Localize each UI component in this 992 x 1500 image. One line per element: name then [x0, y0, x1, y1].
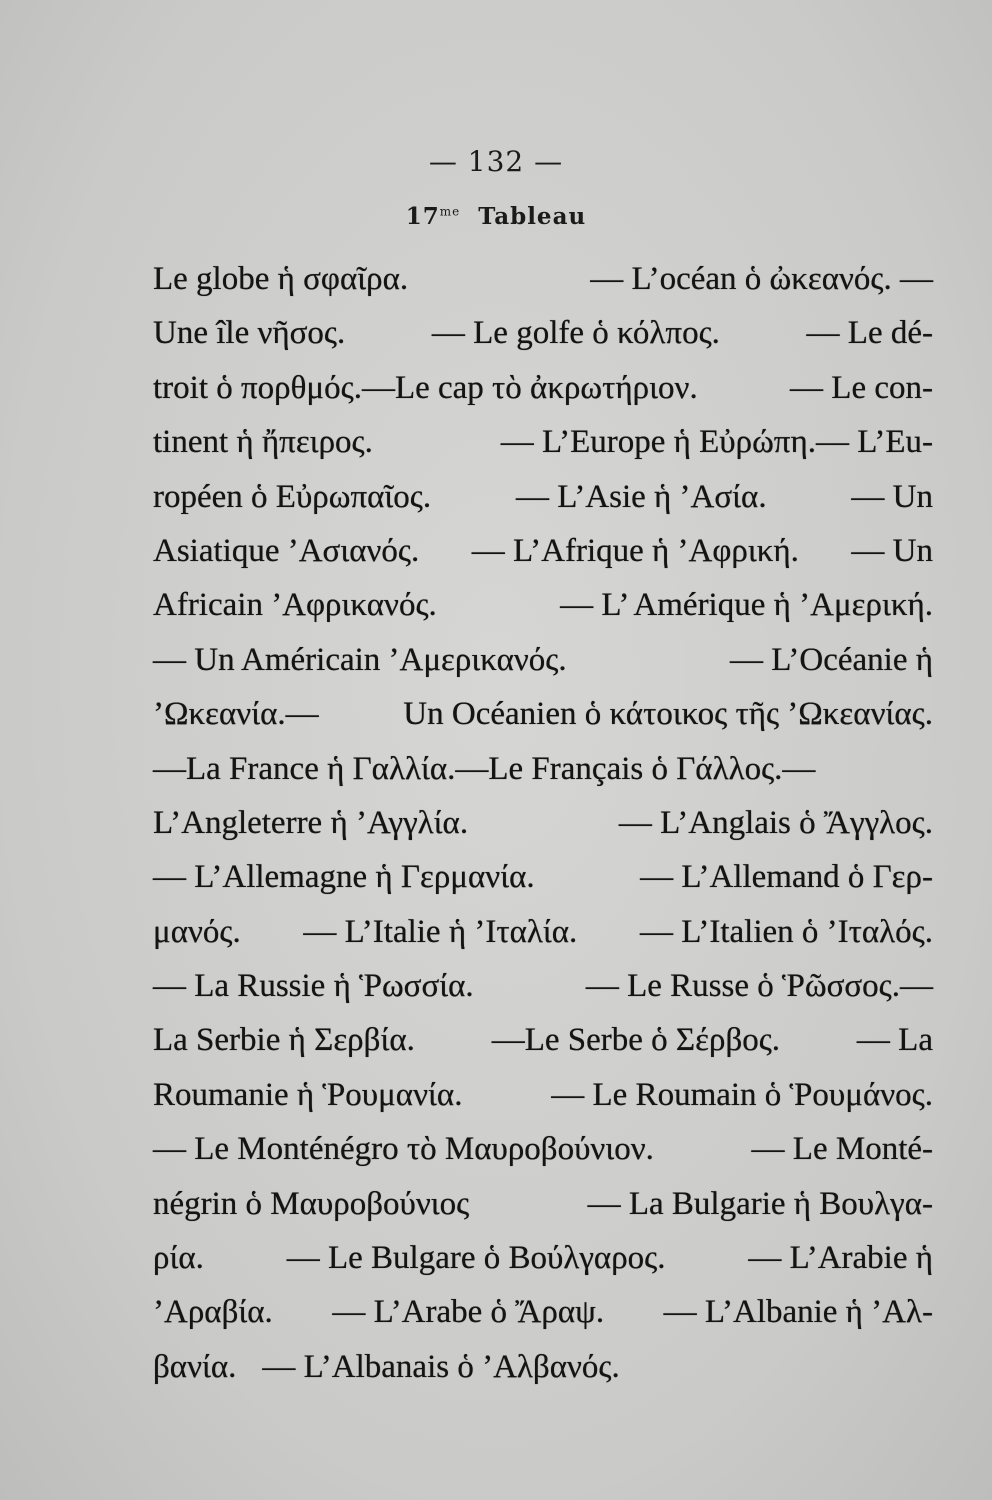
text-segment: Africain ’Αφρικανός.: [153, 587, 437, 624]
text-line: [153, 959, 933, 1013]
text-line: [153, 850, 933, 904]
text-line: [153, 1285, 933, 1339]
text-segment: βανία.: [153, 1348, 237, 1385]
text-line: [153, 415, 933, 469]
text-line: [153, 524, 933, 578]
tableau-label: Tableau: [478, 203, 587, 230]
vocabulary-text: [153, 252, 933, 1394]
text-segment: ’Ωκεανία.—: [153, 696, 319, 733]
text-segment: Asiatique ’Ασιανός.: [153, 532, 420, 569]
text-line: [153, 742, 933, 796]
text-line: [153, 687, 933, 741]
text-line: [153, 1177, 933, 1231]
tableau-title: [0, 203, 992, 230]
text-segment: — L’Arabie ἡ: [748, 1240, 933, 1277]
text-line: [153, 1013, 933, 1067]
text-segment: — L’ Amérique ἡ ’Αμερική.: [560, 587, 933, 624]
text-line: [153, 905, 933, 959]
text-segment: —Le Serbe ὁ Σέρβος.: [491, 1022, 781, 1059]
text-segment: μανός.: [153, 913, 241, 950]
text-segment: négrin ὁ Μαυροβούνιος: [153, 1185, 470, 1222]
text-segment: ropéen ὁ Εὐρωπαῖος.: [153, 478, 432, 515]
text-segment: — L’océan ὁ ὠκεανός. —: [590, 261, 933, 297]
text-segment: ρία.: [153, 1240, 204, 1277]
text-segment: — La: [856, 1022, 933, 1059]
tableau-ordinal-suffix: me: [439, 204, 461, 219]
text-line: [153, 1122, 933, 1176]
text-segment: — Le Russe ὁ Ῥῶσσος.—: [585, 968, 933, 1005]
text-line: [153, 470, 933, 524]
text-segment: — Le dé-: [806, 315, 933, 352]
text-segment: — Un: [851, 478, 933, 515]
text-line: [153, 1068, 933, 1122]
text-line: [153, 633, 933, 687]
text-line: [153, 796, 933, 850]
text-segment: troit ὁ πορθμός.—Le cap τὸ ἀκρωτήριον.: [153, 369, 698, 406]
text-segment: — L’Anglais ὁ Ἄγγλος.: [618, 804, 933, 841]
text-segment: — Le Roumain ὁ Ῥουμάνος.: [551, 1076, 933, 1113]
tableau-ordinal: 17: [405, 203, 440, 230]
text-segment: Roumanie ἡ Ῥουμανία.: [153, 1076, 463, 1113]
text-segment: — La Russie ἡ Ῥωσσία.: [153, 968, 474, 1005]
text-segment: — Le golfe ὁ κόλπος.: [431, 315, 720, 352]
text-segment: — Le Bulgare ὁ Βούλγαρος.: [286, 1240, 666, 1277]
text-segment: — L’Italie ἡ ’Ιταλία.: [303, 913, 578, 950]
text-segment: — Le con-: [790, 369, 933, 406]
text-segment: — L’Europe ἡ Εὐρώπη.— L’Eu-: [500, 424, 933, 461]
text-segment: Un Océanien ὁ κάτοικος τῆς ’Ωκεανίας.: [403, 696, 933, 733]
text-segment: — L’Albanie ἡ ’Αλ-: [663, 1294, 933, 1331]
text-line: [153, 361, 933, 415]
text-line: [153, 252, 933, 306]
text-segment: — L’Asie ἡ ’Ασία.: [515, 478, 767, 515]
text-segment: — L’Arabe ὁ Ἄραψ.: [332, 1294, 605, 1331]
text-segment: — L’Allemand ὁ Γερ-: [640, 859, 933, 896]
text-line: [153, 1340, 933, 1394]
text-segment: — Un: [851, 532, 933, 569]
text-segment: — Le Monténégro τὸ Μαυροβούνιον.: [153, 1131, 654, 1168]
text-segment: — L’Albanais ὁ ’Αλβανός.: [262, 1348, 620, 1385]
text-segment: L’Angleterre ἡ ’Αγγλία.: [153, 804, 469, 841]
text-line: [153, 1231, 933, 1285]
text-line: [153, 306, 933, 360]
text-segment: Une île νῆσος.: [153, 315, 346, 352]
text-segment: — L’Allemagne ἡ Γερμανία.: [153, 859, 535, 896]
text-segment: ’Αραβία.: [153, 1294, 273, 1331]
text-segment: —La France ἡ Γαλλία.—Le Français ὁ Γάλλος.—: [153, 750, 816, 787]
text-segment: — L’Italien ὁ ’Ιταλός.: [639, 913, 933, 950]
text-segment: — L’Océanie ἡ: [730, 641, 933, 678]
text-segment: Le globe ἡ σφαῖρα.: [153, 261, 409, 297]
page-number: — 132 —: [428, 145, 564, 178]
text-line: [153, 578, 933, 632]
text-segment: — Un Américain ’Αμερικανός.: [153, 641, 567, 678]
text-segment: — La Bulgarie ἡ Βουλγα-: [587, 1185, 933, 1222]
text-segment: La Serbie ἡ Σερβία.: [153, 1022, 415, 1059]
text-segment: — L’Afrique ἡ ’Αφρική.: [471, 532, 799, 569]
text-segment: — Le Monté-: [751, 1131, 933, 1168]
text-segment: tinent ἡ ἤπειρος.: [153, 424, 373, 461]
